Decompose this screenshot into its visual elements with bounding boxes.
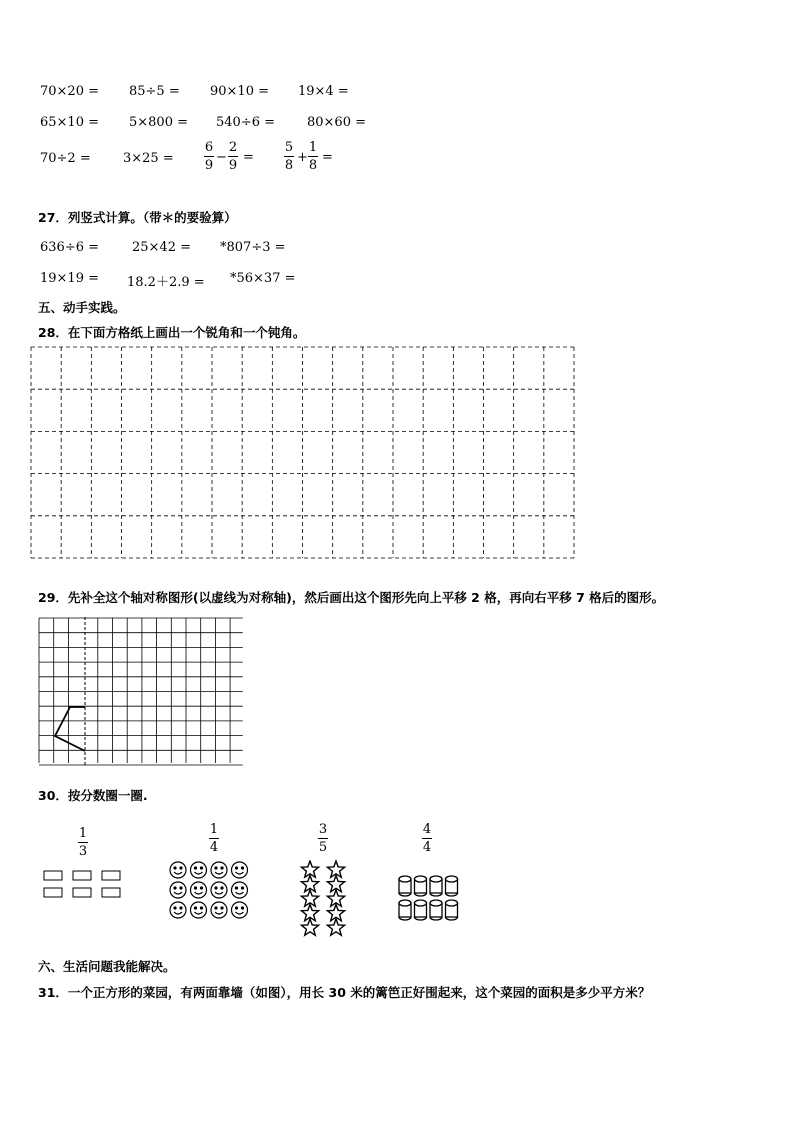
smiley-icon	[170, 862, 186, 878]
smiley-icon	[191, 882, 207, 898]
cylinder-icon	[399, 900, 411, 920]
calc-item: 5×800 =	[129, 115, 189, 130]
calc-item: *56×37 =	[230, 271, 296, 286]
calc-item: 19×4 =	[298, 84, 349, 99]
section-heading: 六、生活问题我能解决。	[38, 959, 176, 974]
star-group[interactable]	[296, 860, 352, 938]
smiley-group[interactable]	[168, 860, 254, 922]
symmetry-grid[interactable]	[38, 617, 244, 767]
calc-item: 18.2＋2.9 =	[127, 275, 205, 290]
smiley-icon	[232, 862, 248, 878]
rectangle-shape	[73, 871, 91, 880]
smiley-icon	[191, 902, 207, 918]
calc-item: 90×10 =	[210, 84, 270, 99]
smiley-icon	[232, 902, 248, 918]
calc-item: 3×25 =	[123, 151, 174, 166]
question-29-title: 29．先补全这个轴对称图形(以虚线为对称轴)，然后画出这个图形先向上平移 2 格，再向右平移 7 格后的图形。	[38, 590, 665, 605]
calc-item: 636÷6 =	[40, 240, 100, 255]
fraction-label: 1 3	[78, 826, 88, 859]
calc-item: 80×60 =	[307, 115, 367, 130]
fraction-label: 1 4	[209, 822, 219, 855]
calc-item: *807÷3 =	[220, 240, 286, 255]
fraction-label: 3 5	[318, 822, 328, 855]
rectangle-shape	[73, 888, 91, 897]
fraction: 2 9	[228, 140, 238, 173]
rectangle-shape	[44, 888, 62, 897]
question-31-title: 31．一个正方形的菜园，有两面靠墙（如图），用长 30 米的篱笆正好围起来，这个菜园的面积是多少平方米？	[38, 985, 651, 1000]
smiley-icon	[232, 882, 248, 898]
smiley-icon	[191, 862, 207, 878]
smiley-icon	[211, 902, 227, 918]
fraction: 6 9	[204, 140, 214, 173]
smiley-icon	[211, 862, 227, 878]
fraction: 1 8	[308, 140, 318, 173]
calc-item: 25×42 =	[132, 240, 192, 255]
cylinder-icon	[446, 900, 458, 920]
cylinder-icon	[415, 900, 427, 920]
calc-item: 70÷2 =	[40, 151, 91, 166]
calc-item: 19×19 =	[40, 271, 100, 286]
cylinder-icon	[399, 876, 411, 896]
question-28-title: 28．在下面方格纸上画出一个锐角和一个钝角。	[38, 325, 306, 340]
half-figure	[55, 707, 85, 751]
calc-item: 85÷5 =	[129, 84, 180, 99]
rectangle-shape	[44, 871, 62, 880]
cylinder-icon	[430, 876, 442, 896]
equals: =	[243, 150, 254, 165]
cylinder-icon	[446, 876, 458, 896]
section-heading: 五、动手实践。	[38, 300, 126, 315]
dashed-grid-paper[interactable]	[30, 346, 575, 559]
calc-item: 65×10 =	[40, 115, 100, 130]
operator: +	[297, 150, 308, 165]
calc-item: 540÷6 =	[216, 115, 276, 130]
question-30-title: 30．按分数圈一圈.	[38, 788, 148, 803]
cylinder-icon	[415, 876, 427, 896]
cylinder-group[interactable]	[396, 873, 462, 925]
smiley-icon	[170, 902, 186, 918]
rectangle-shape	[102, 871, 120, 880]
fraction: 5 8	[284, 140, 294, 173]
calc-item: 70×20 =	[40, 84, 100, 99]
operator: −	[216, 150, 227, 165]
cylinder-icon	[430, 900, 442, 920]
rectangle-group[interactable]	[42, 868, 122, 902]
smiley-icon	[170, 882, 186, 898]
fraction-label: 4 4	[422, 822, 432, 855]
equals: =	[322, 150, 333, 165]
question-27-title: 27．列竖式计算。（带＊的要验算）	[38, 210, 237, 225]
rectangle-shape	[102, 888, 120, 897]
smiley-icon	[211, 882, 227, 898]
